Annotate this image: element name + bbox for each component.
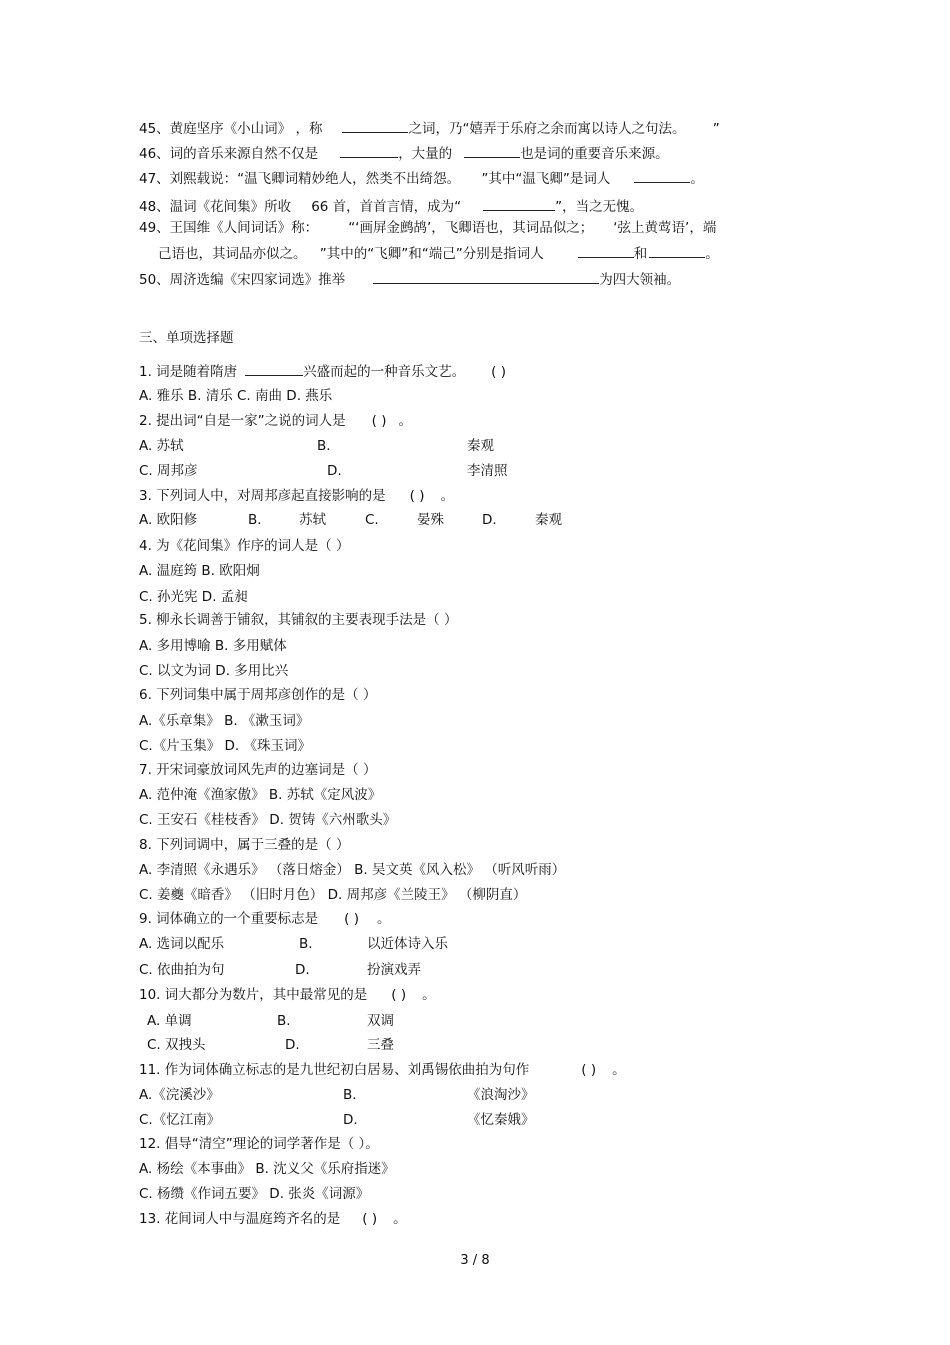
question-2-option-b: B. bbox=[317, 438, 331, 454]
question-45: 45、黄庭坚序《小山词》 ，称 之词，乃“嬉弄于乐府之余而寓以诗人之句法。 ” bbox=[139, 121, 720, 137]
question-10-stem: 10. 词大都分为数片，其中最常见的是 ( ) 。 bbox=[139, 987, 436, 1003]
question-5-options-2: C. 以文为词 D. 多用比兴 bbox=[139, 663, 289, 679]
question-9-option-b: B. bbox=[299, 936, 313, 952]
question-12-stem: 12. 倡导“清空”理论的词学著作是（ ）。 bbox=[139, 1136, 379, 1152]
question-13-stem: 13. 花间词人中与温庭筠齐名的是 ( ) 。 bbox=[139, 1211, 407, 1227]
question-4-stem: 4. 为《花间集》作序的词人是（ ） bbox=[139, 538, 350, 554]
page-number: 3 / 8 bbox=[460, 1253, 490, 1268]
question-2-option-c: C. 周邦彦 bbox=[139, 463, 198, 479]
question-12-options-1: A. 杨绘《本事曲》 B. 沈义父《乐府指迷》 bbox=[139, 1161, 395, 1177]
question-3-option-a: A. 欧阳修 bbox=[139, 512, 198, 528]
question-8-stem: 8. 下列词调中，属于三叠的是（ ） bbox=[139, 837, 350, 853]
question-2-option-d: D. bbox=[327, 463, 342, 479]
question-47: 47、刘熙载说：“温飞卿词精妙绝人，然类不出绮怨。 ”其中“温飞卿”是词人 。 bbox=[139, 171, 704, 187]
question-9-option-b-text: 以近体诗入乐 bbox=[367, 936, 448, 952]
answer-blank bbox=[245, 362, 303, 376]
question-6-stem: 6. 下列词集中属于周邦彦创作的是（ ） bbox=[139, 687, 377, 703]
answer-blank bbox=[342, 119, 408, 133]
question-10-option-d: D. bbox=[285, 1037, 300, 1053]
question-5-stem: 5. 柳永长调善于铺叙，其铺叙的主要表现手法是（ ） bbox=[139, 612, 458, 628]
answer-blank bbox=[340, 144, 398, 158]
question-10-option-c: C. 双拽头 bbox=[147, 1037, 206, 1053]
question-3-option-c-text: 晏殊 bbox=[417, 512, 444, 528]
question-8-options-2: C. 姜夔《暗香》 （旧时月色） D. 周邦彦《兰陵王》 （柳阴直） bbox=[139, 887, 527, 903]
section-title: 三、单项选择题 bbox=[139, 330, 234, 346]
answer-blank bbox=[373, 270, 599, 284]
question-10-option-a: A. 单调 bbox=[147, 1013, 192, 1029]
question-3-option-b-text: 苏轼 bbox=[299, 512, 326, 528]
question-49-cont: 己语也，其词品亦似之。 ”其中的“飞卿”和“端己”分别是指词人 和 。 bbox=[158, 246, 719, 262]
question-3-stem: 3. 下列词人中，对周邦彦起直接影响的是 ( ) 。 bbox=[139, 488, 454, 504]
question-8-options-1: A. 李清照《永遇乐》 （落日熔金） B. 吴文英《风入松》 （听风听雨） bbox=[139, 862, 566, 878]
question-7-options-2: C. 王安石《桂枝香》 D. 贺铸《六州歌头》 bbox=[139, 812, 397, 828]
question-2-option-a: A. 苏轼 bbox=[139, 438, 184, 454]
answer-blank bbox=[634, 169, 690, 183]
question-7-stem: 7. 开宋词豪放词风先声的边塞词是（ ） bbox=[139, 762, 377, 778]
question-2-stem: 2. 提出词“自是一家”之说的词人是 ( ) 。 bbox=[139, 413, 412, 429]
answer-blank bbox=[483, 197, 555, 211]
question-10-option-b: B. bbox=[277, 1013, 291, 1029]
question-1-stem: 1. 词是随着隋唐 兴盛而起的一种音乐文艺。 ( ) bbox=[139, 364, 506, 380]
question-11-option-d-text: 《忆秦娥》 bbox=[467, 1112, 535, 1128]
question-50: 50、周济选编《宋四家词选》推举 为四大领袖。 bbox=[139, 272, 681, 288]
question-4-options-1: A. 温庭筠 B. 欧阳炯 bbox=[139, 563, 260, 579]
question-3-option-b: B. bbox=[248, 512, 262, 528]
question-11-option-d: D. bbox=[343, 1112, 358, 1128]
question-10-option-d-text: 三叠 bbox=[367, 1037, 394, 1053]
question-11-stem: 11. 作为词体确立标志的是九世纪初白居易、刘禹锡依曲拍为句作 ( ) 。 bbox=[139, 1062, 626, 1078]
question-3-option-c: C. bbox=[365, 512, 379, 528]
question-11-option-b: B. bbox=[343, 1087, 357, 1103]
question-9-option-a: A. 选词以配乐 bbox=[139, 936, 225, 952]
question-5-options-1: A. 多用博喻 B. 多用赋体 bbox=[139, 638, 287, 654]
question-3-option-d: D. bbox=[482, 512, 497, 528]
question-10-option-b-text: 双调 bbox=[367, 1013, 394, 1029]
question-46: 46、词的音乐来源自然不仅是 ，大量的 也是词的重要音乐来源。 bbox=[139, 146, 669, 162]
question-11-option-b-text: 《浪淘沙》 bbox=[467, 1087, 535, 1103]
question-9-option-d-text: 扮演戏弄 bbox=[367, 962, 421, 978]
answer-blank bbox=[578, 244, 634, 258]
question-11-option-a: A.《浣溪沙》 bbox=[139, 1087, 220, 1103]
question-4-options-2: C. 孙光宪 D. 孟昶 bbox=[139, 589, 248, 605]
answer-blank bbox=[649, 244, 705, 258]
question-48: 48、温词《花间集》所收 66 首，首首言情，成为“ ”，当之无愧。 bbox=[139, 199, 644, 215]
question-2-option-b-text: 秦观 bbox=[467, 438, 494, 454]
question-6-options-2: C.《片玉集》 D. 《珠玉词》 bbox=[139, 738, 311, 754]
question-9-stem: 9. 词体确立的一个重要标志是 ( ) 。 bbox=[139, 911, 391, 927]
answer-blank bbox=[464, 144, 520, 158]
question-49: 49、王国维《人间词话》称： “‘画屏金鹧鸪’，飞卿语也，其词品似之； ‘弦上黄莺语’，端 bbox=[139, 220, 717, 236]
question-12-options-2: C. 杨缵《作词五要》 D. 张炎《词源》 bbox=[139, 1186, 370, 1202]
question-3-option-d-text: 秦观 bbox=[535, 512, 562, 528]
question-9-option-d: D. bbox=[295, 962, 310, 978]
question-9-option-c: C. 依曲拍为句 bbox=[139, 962, 225, 978]
question-1-options: A. 雅乐 B. 清乐 C. 南曲 D. 燕乐 bbox=[139, 388, 333, 404]
question-7-options-1: A. 范仲淹《渔家傲》 B. 苏轼《定风波》 bbox=[139, 787, 382, 803]
question-11-option-c: C.《忆江南》 bbox=[139, 1112, 221, 1128]
question-6-options-1: A.《乐章集》 B. 《漱玉词》 bbox=[139, 713, 310, 729]
question-2-option-d-text: 李清照 bbox=[467, 463, 508, 479]
